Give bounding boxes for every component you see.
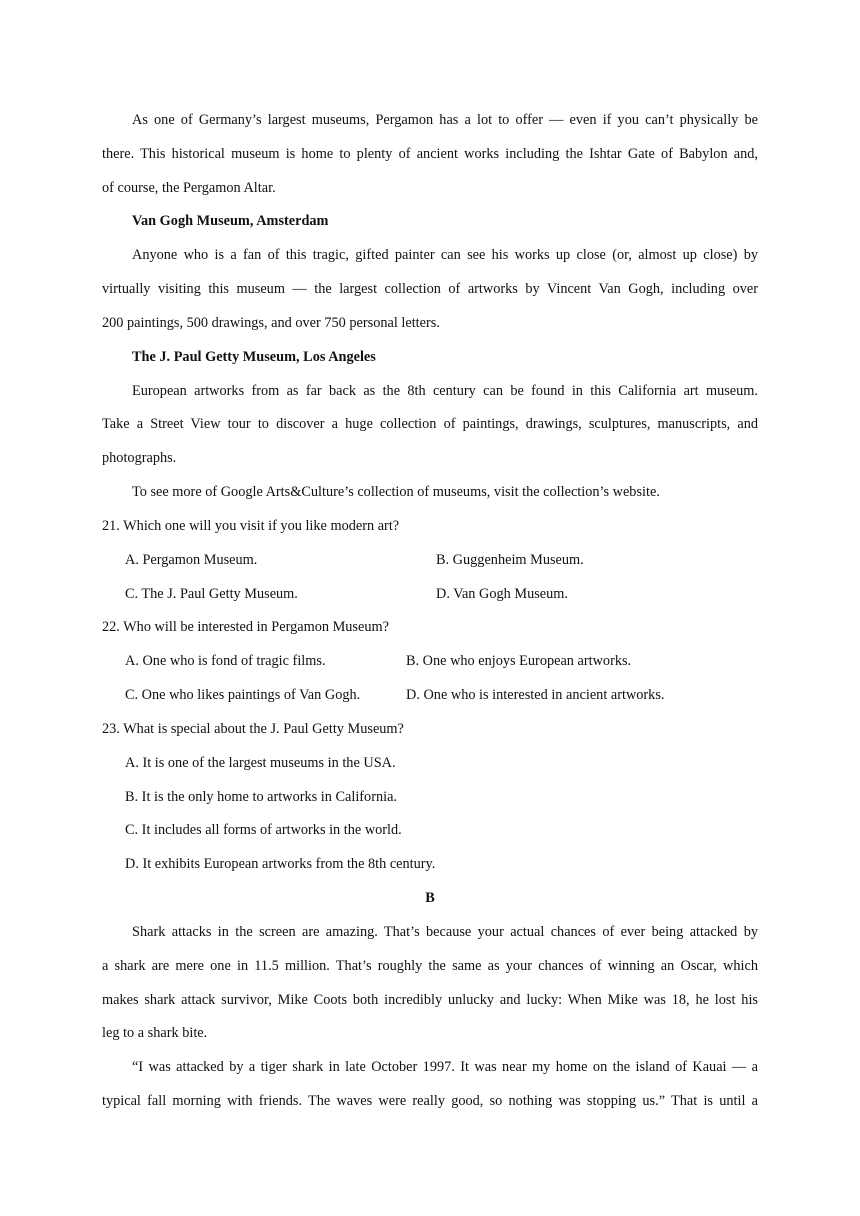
paragraph-line: “I was attacked by a tiger shark in late October 1997. It was near my home on the island of Kauai — a	[132, 1059, 758, 1075]
question-stem: 23. What is special about the J. Paul Getty Museum?	[102, 721, 404, 737]
answer-option: C. The J. Paul Getty Museum.	[125, 586, 298, 602]
question-stem: 22. Who will be interested in Pergamon Museum?	[102, 619, 389, 635]
answer-option: D. One who is interested in ancient artworks.	[406, 687, 665, 703]
answer-option: B. It is the only home to artworks in California.	[125, 789, 397, 805]
paragraph-line: there. This historical museum is home to plenty of ancient works including the Ishtar Gate of Babylon and,	[102, 146, 758, 162]
closing-line: To see more of Google Arts&Culture’s collection of museums, visit the collection’s website.	[132, 484, 660, 500]
section-label: B	[425, 890, 435, 906]
answer-option: A. It is one of the largest museums in the USA.	[125, 755, 396, 771]
paragraph-line: Anyone who is a fan of this tragic, gifted painter can see his works up close (or, almost up close) by	[132, 247, 758, 263]
answer-option: D. It exhibits European artworks from the 8th century.	[125, 856, 436, 872]
paragraph-line: Take a Street View tour to discover a huge collection of paintings, drawings, sculptures, manuscripts, and	[102, 416, 758, 432]
paragraph-line: Shark attacks in the screen are amazing. That’s because your actual chances of ever being attacked by	[132, 924, 758, 940]
paragraph-line: photographs.	[102, 450, 177, 466]
paragraph-line: leg to a shark bite.	[102, 1025, 208, 1041]
section-heading: Van Gogh Museum, Amsterdam	[132, 213, 329, 229]
answer-option: A. One who is fond of tragic films.	[125, 653, 326, 669]
answer-option: B. Guggenheim Museum.	[436, 552, 584, 568]
answer-option: D. Van Gogh Museum.	[436, 586, 568, 602]
answer-option: A. Pergamon Museum.	[125, 552, 258, 568]
answer-option: C. It includes all forms of artworks in the world.	[125, 822, 402, 838]
paragraph-line: a shark are mere one in 11.5 million. That’s roughly the same as your chances of winning an Oscar, which	[102, 958, 758, 974]
paragraph-line: 200 paintings, 500 drawings, and over 750 personal letters.	[102, 315, 440, 331]
paragraph-line: virtually visiting this museum — the largest collection of artworks by Vincent Van Gogh, including over	[102, 281, 758, 297]
paragraph-line: of course, the Pergamon Altar.	[102, 180, 276, 196]
paragraph-line: European artworks from as far back as the 8th century can be found in this California art museum.	[132, 383, 758, 399]
section-heading: The J. Paul Getty Museum, Los Angeles	[132, 349, 376, 365]
question-stem: 21. Which one will you visit if you like modern art?	[102, 518, 400, 534]
paragraph-line: makes shark attack survivor, Mike Coots both incredibly unlucky and lucky: When Mike was 18, he lost his	[102, 992, 758, 1008]
answer-option: B. One who enjoys European artworks.	[406, 653, 632, 669]
answer-option: C. One who likes paintings of Van Gogh.	[125, 687, 361, 703]
paragraph-line: As one of Germany’s largest museums, Pergamon has a lot to offer — even if you can’t physically be	[132, 112, 758, 128]
paragraph-line: typical fall morning with friends. The waves were really good, so nothing was stopping us.” That is until a	[102, 1093, 758, 1109]
